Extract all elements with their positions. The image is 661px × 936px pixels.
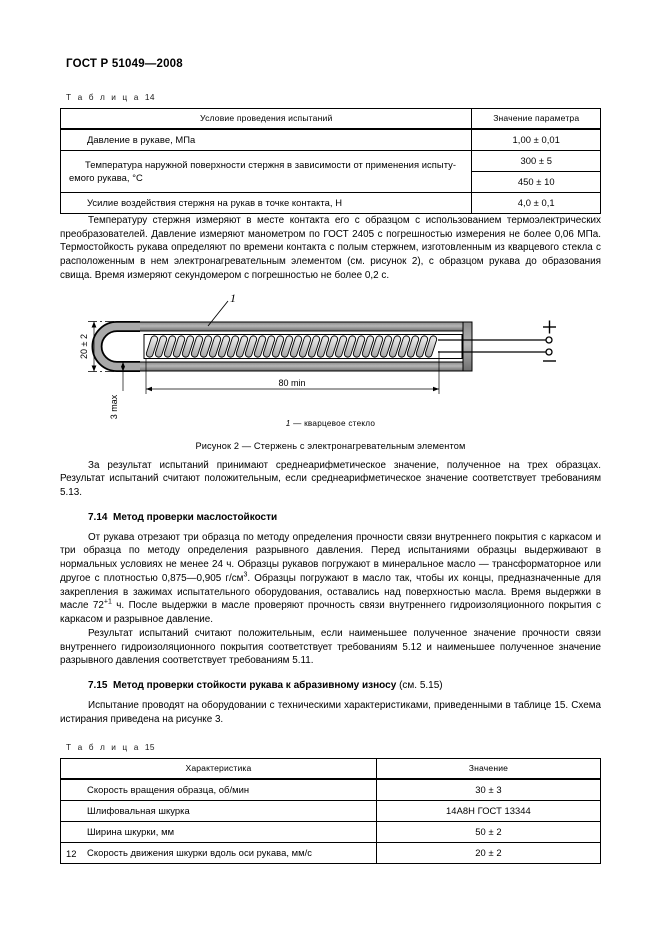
table14-caption-number: 14 xyxy=(144,92,155,102)
table-row xyxy=(61,801,601,822)
table15-caption-label: Т а б л и ц а xyxy=(66,742,141,753)
paragraph-after-figure: За результат испытаний принимают среднеарифметическое значение, полученное на трех образцах. Результат испытаний считают положительным, если среднеарифметическое значение соответствует требованиям 5.13. xyxy=(60,459,601,499)
terminal-positive-node xyxy=(546,337,552,343)
table14-row2-value2: 450 ± 10 xyxy=(517,176,555,187)
table14-row3-condition: Усилие воздействия стержня на рукав в точке контакта, Н xyxy=(87,197,343,208)
table14-row3-value: 4,0 ± 0,1 xyxy=(517,197,555,208)
table14-header-row xyxy=(61,109,601,130)
plus-icon xyxy=(543,320,556,333)
table-row xyxy=(61,843,601,864)
dimension-thickness-3 xyxy=(121,361,125,391)
figure-2-legend-text: кварцевое стекло xyxy=(304,418,376,428)
paragraph-714-a-part3: ч. После выдержки в масле проверяют прочность связи внутреннего гидроизоляционного покрытия с каркасом и разрывное давление. xyxy=(60,600,601,626)
table-row xyxy=(61,779,601,801)
paragraph-714-b: Результат испытаний считают положительным, если наименьшее полученное значение прочности связи внутреннего гидроизоляционного покрытия соответствует требованиям 5.12 и наименьшее полученное значение разрывного давления соответствует требованиям 5.11. xyxy=(60,627,601,667)
paragraph-714-a xyxy=(60,531,601,627)
section-715-number: 7.15 xyxy=(88,679,108,691)
section-714-number: 7.14 xyxy=(88,511,108,523)
table14-header-condition: Условие проведения испытаний xyxy=(200,113,333,123)
paragraph-715-a: Испытание проводят на оборудовании с техническими характеристиками, приведенными в таблице 15. Схема истирания приведена на рисунке 3. xyxy=(60,699,601,725)
table15-caption-number: 15 xyxy=(144,742,155,753)
table15-caption xyxy=(66,742,601,752)
figure-2-legend xyxy=(60,419,601,428)
page-content xyxy=(60,58,601,864)
section-715-title: Метод проверки стойкости рукава к абразивному износу xyxy=(113,679,397,691)
table14-row1-condition: Давление в рукаве, МПа xyxy=(87,134,196,145)
figure-2-legend-dash: — xyxy=(293,418,302,428)
figure-2-drawing xyxy=(60,291,601,419)
table14-row2-condition xyxy=(61,154,471,190)
paragraph-714-a-sup1: 3 xyxy=(243,571,248,579)
table14-caption xyxy=(66,92,601,102)
dimension-label-3max: 3 max xyxy=(109,394,119,419)
table14-row2-condition-line1: Температура наружной поверхности стержня в зависимости от применения испыту- xyxy=(85,158,457,170)
table-row xyxy=(61,129,601,151)
table-row xyxy=(61,151,601,172)
terminal-negative-node xyxy=(546,349,552,355)
dimension-label-80min: 80 min xyxy=(278,377,306,388)
table15-row2-value: 14А8Н ГОСТ 13344 xyxy=(446,805,531,817)
table15-header-row xyxy=(61,759,601,780)
table15-row3-characteristic: Ширина шкурки, мм xyxy=(87,826,175,838)
table15-row1-characteristic: Скорость вращения образца, об/мин xyxy=(87,784,250,796)
paragraph-714-a-part2: . Образцы погружают в масло так, чтобы их концы, предназначенные для закрепления в зажимах испытательного оборудования, оставались над поверхностью масла. Время выдержки в масле 72 xyxy=(60,572,601,612)
table15 xyxy=(60,758,601,864)
dimension-label-20: 20 ± 2 xyxy=(79,333,89,359)
table-row xyxy=(61,193,601,214)
table15-header-characteristic: Характеристика xyxy=(185,763,252,774)
paragraph-714-a-part1: От рукава отрезают три образца по методу определения прочности связи внутреннего покрытия с каркасом и три образца по методу определения разрывного давления. Перед испытаниями образцы выдерживают в нормальных условиях не менее 24 ч. Образцы рукавов погружают в минеральное масло — трансформаторное или другое с плотностью 0,875—0,905 г/см xyxy=(60,531,601,584)
paragraph-after-table14: Температуру стержня измеряют в месте контакта его с образцом с использованием термоэлектрических преобразователей. Давление измеряют манометром по ГОСТ 2405 с погрешностью измерения не более 0,06 МПа. Термостойкость рукава определяют по времени контакта с полым стержнем, изготовленным из кварцевого стекла с расположенным в нем электронагревательным элементом (см. рисунок 2), с образцом рукава до образования свища. Время измеряют секундомером с погрешностью не более 0,2 с. xyxy=(60,215,601,281)
table14 xyxy=(60,108,601,214)
table15-row4-value: 20 ± 2 xyxy=(475,847,502,859)
figure-2-caption: Рисунок 2 — Стержень с электронагревательным элементом xyxy=(195,440,466,451)
table14-row2-value1: 300 ± 5 xyxy=(520,155,553,166)
table14-caption-label: Т а б л и ц а xyxy=(66,92,141,102)
figure-2 xyxy=(60,291,601,459)
figure-item-label-1: 1 xyxy=(230,290,236,305)
table14-header-value: Значение параметра xyxy=(493,113,580,123)
table15-header-value: Значение xyxy=(468,763,509,774)
table14-row2-condition-line2: емого рукава, °С xyxy=(69,172,143,183)
paragraph-714-a-sup2: +1 xyxy=(103,599,112,607)
page-number: 12 xyxy=(66,848,77,859)
table15-row2-characteristic: Шлифовальная шкурка xyxy=(87,805,190,817)
table-row xyxy=(61,822,601,843)
table15-row4-characteristic: Скорость движения шкурки вдоль оси рукава, мм/с xyxy=(87,847,313,859)
standard-title: ГОСТ Р 51049—2008 xyxy=(66,58,183,70)
table15-row3-value: 50 ± 2 xyxy=(475,826,502,838)
section-714-title: Метод проверки маслостойкости xyxy=(113,511,278,523)
table15-row1-value: 30 ± 3 xyxy=(475,784,502,796)
figure-2-legend-item: 1 xyxy=(285,418,291,428)
section-715-ref: (см. 5.15) xyxy=(399,679,443,691)
section-heading-714 xyxy=(88,512,601,523)
table14-row1-value: 1,00 ± 0,01 xyxy=(512,134,560,145)
section-heading-715 xyxy=(88,680,601,691)
